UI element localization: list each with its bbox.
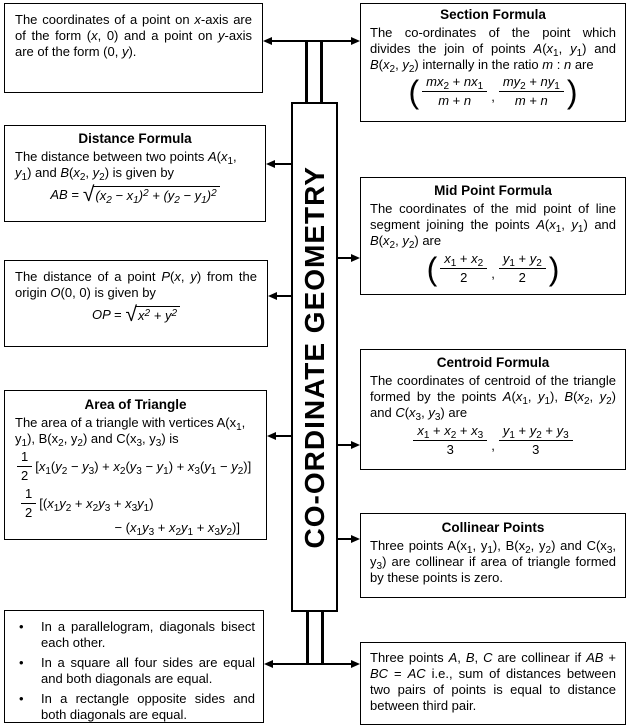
bullet-icon: • [19,691,24,706]
area-of-triangle-title: Area of Triangle [84,397,187,412]
comma: , [491,437,495,453]
close-paren: ) [548,250,560,287]
close-paren: ) [566,73,578,110]
connector-top-horizontal [271,40,353,42]
area-equation-line2 [19,486,256,521]
arrowhead-to-section-box [351,37,360,45]
midpoint-formula-box [360,177,626,295]
connector-to-area-box [275,435,292,437]
axes-points-text: The coordinates of a point on x-axis are of the form (x, 0) and a point on y-axis are of the form (0, y). [15,12,252,59]
section-formula-equation [370,74,616,109]
list-item: • In a square all four sides are equal and both diagonals are equal. [11,655,257,686]
section-formula-title: Section Formula [440,7,546,22]
area-equation-line2-expr: [$(x_1y_2 + x_2y_3 + x_3y_1)$ [39,495,154,514]
connector-bottom-horizontal [272,663,352,665]
connector-bottom-left-stub [306,612,309,665]
collinear-distance-text: Three points A, B, C are collinear if AB + BC = AC i.e., sum of distances between two pairs of points is equal to distance between third pair. [370,650,617,713]
arrowhead-to-distance-box [266,160,275,168]
collinear-distance-box [360,642,626,725]
distance-formula-text: The distance between two points $A(x_1$, $y_1$) and $B(x_2$, $y_2$) is given by [15,149,237,183]
collinear-points-title: Collinear Points [441,520,545,535]
connector-to-distance-box [274,163,292,165]
distance-equation-radicand: $(x_2 - x_1)^2 + (y_2 - y_1)^2$ [93,186,219,204]
centroid-formula-box [360,349,626,470]
connector-bottom-right-stub [321,612,324,665]
midpoint-formula-text: The coordinates of the mid point of line segment joining the points $A(x_1$, $y_1$) and $B(x_2$, $y_2$) are [370,201,617,251]
half-fraction: $\frac{1}{2}$ [17,449,32,484]
area-of-triangle-box [4,390,267,540]
fraction: $\frac{x_1 + x_2 + x_3}{3}$ [413,423,487,458]
centroid-formula-title: Centroid Formula [436,355,550,370]
origin-equation-lhs: OP = [92,306,122,322]
open-paren: ( [426,250,438,287]
half-fraction: $\frac{1}{2}$ [21,486,36,521]
distance-formula-title: Distance Formula [78,131,192,146]
quadrilateral-properties-box [4,610,264,723]
connector-to-collinear-box [337,538,352,540]
open-paren: ( [408,73,420,110]
origin-distance-box [4,260,268,347]
distance-equation-lhs: AB = [50,186,79,202]
axes-points-box [4,3,263,93]
center-title-box [291,102,338,612]
distance-formula-equation [15,184,255,205]
radical-sign: √ [82,183,95,206]
arrowhead-to-properties-box [264,660,273,668]
arrowhead-to-collinear-box [351,535,360,543]
connector-to-origin-box [276,295,292,297]
connector-to-centroid-box [337,444,352,446]
centroid-formula-equation [370,423,616,458]
list-item: • In a parallelogram, diagonals bisect each other. [11,619,257,650]
area-of-triangle-text: The area of a triangle with vertices $A(x_1$, $y_1$), $B(x_2$, $y_2$) and $C(x_3$, $y_3$) is [15,415,246,449]
fraction: $\frac{y_1 + y_2}{2}$ [499,251,546,286]
page-title: CO-ORDINATE GEOMETRY [298,165,330,549]
area-equation-line1 [15,449,256,484]
quadrilateral-properties-list [11,619,257,722]
fraction: $\frac{x_1 + x_2}{2}$ [440,251,487,286]
area-equation-line1-expr: $[x_1(y_2 - y_3) + x_2(y_3 - y_1) + x_3(y_1 - y_2)]$ [35,458,252,477]
centroid-formula-text: The coordinates of centroid of the triangle formed by the points $A(x_1$, $y_1$), $B(x_2$, $y_2$) and $C(x_3$, $y_3$) are [370,373,616,423]
midpoint-formula-equation [370,251,616,286]
origin-distance-equation [15,304,257,325]
comma: , [491,265,495,281]
arrowhead-to-centroid-box [351,441,360,449]
list-item: • In a rectangle opposite sides and both diagonals are equal. [11,691,257,722]
arrowhead-to-origin-box [268,292,277,300]
arrowhead-to-midpoint-box [351,254,360,262]
collinear-points-box [360,513,626,598]
section-formula-box [360,3,626,122]
radical-sign: √ [125,303,138,326]
area-equation-line3: − $(x_1y_3 + x_2y_1 + x_3y_2)$] [114,520,240,538]
origin-distance-text: The distance of a point P(x, y) from the origin O(0, 0) is given by [15,269,257,300]
connector-top-left-stub [305,41,308,103]
bullet-icon: • [19,655,24,670]
arrowhead-to-axes-box [263,37,272,45]
fraction: $\frac{y_1 + y_2 + y_3}{3}$ [499,423,573,458]
section-formula-text: The co-ordinates of the point which divides the join of points $A(x_1$, $y_1$) and $B(x_2$, $y_2$) internally in the ratio m : n are [370,25,616,75]
midpoint-formula-title: Mid Point Formula [434,183,552,198]
fraction: $\frac{my_2 + ny_1}{m + n}$ [499,74,564,109]
arrowhead-to-area-box [267,432,276,440]
bullet-icon: • [19,619,24,634]
origin-equation-radicand: $x^2 + y^2$ [136,306,180,324]
collinear-points-text: Three points $A(x_1$, $y_1$), $B(x_2$, $y_2$) and $C(x_3$, $y_3$) are collinear if area of triangle formed by these points is zero. [370,538,616,585]
connector-top-right-stub [320,41,323,103]
connector-to-midpoint-box [337,257,352,259]
comma: , [491,88,495,104]
fraction: $\frac{mx_2 + nx_1}{m + n}$ [422,74,487,109]
arrowhead-to-collinear-distance-box [351,660,360,668]
distance-formula-box [4,125,266,222]
